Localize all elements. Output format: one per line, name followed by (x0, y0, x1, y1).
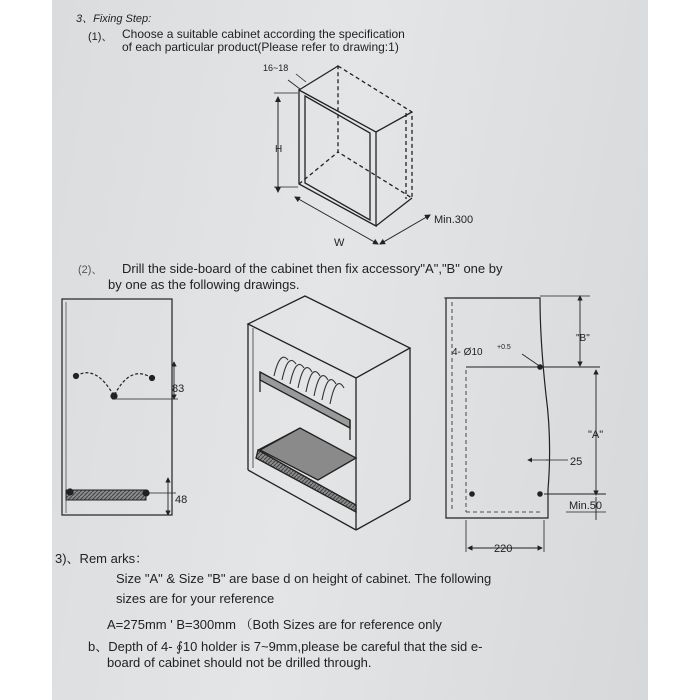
size-a-label: "A" (588, 429, 604, 441)
dim-48-label: 48 (175, 494, 188, 506)
step2-number: (2)、 (78, 264, 103, 276)
cabinet-box-drawing (274, 66, 430, 244)
min-50-label: Min.50 (569, 500, 603, 512)
step2-line2: by one as the following drawings. (108, 277, 300, 292)
remarks-line3: A=275mm ' B=300mm （Both Sizes are for reference only (107, 617, 442, 632)
step-heading: 3、Fixing Step: (76, 13, 152, 25)
size-b-label: "B" (576, 333, 590, 344)
remarks-line5: board of cabinet should not be drilled through. (107, 655, 372, 670)
remarks-heading: 3)、Rem arks： (55, 551, 149, 566)
remarks-line2: sizes are for your reference (116, 591, 275, 606)
height-label: H (275, 144, 283, 155)
dim-220-label: 220 (494, 543, 513, 555)
width-label: W (334, 237, 345, 249)
remarks-line1: Size "A" & Size "B" are base d on height of cabinet. The following (116, 571, 492, 586)
holes-tolerance: +0.5 (497, 344, 511, 351)
remarks-line4: b、Depth of 4- ∮10 holder is 7~9mm,please be careful that the sid e- (88, 639, 483, 654)
dish-rack-drawing (248, 296, 410, 530)
side-board-drawing (62, 299, 178, 515)
depth-label: Min.300 (434, 214, 474, 226)
holes-label: 4- Ø10 (452, 347, 483, 358)
dim-83-label: 83 (172, 383, 185, 395)
thickness-label: 16~18 (263, 63, 289, 73)
step1-line2: of each particular product(Please refer to drawing:1) (122, 40, 399, 54)
step1-line1: Choose a suitable cabinet according the specification (122, 27, 405, 41)
step2-line1: Drill the side-board of the cabinet then fix accessory"A","B" one by (122, 261, 503, 276)
step1-number: (1)、 (88, 31, 113, 43)
dim-25-label: 25 (570, 456, 583, 468)
